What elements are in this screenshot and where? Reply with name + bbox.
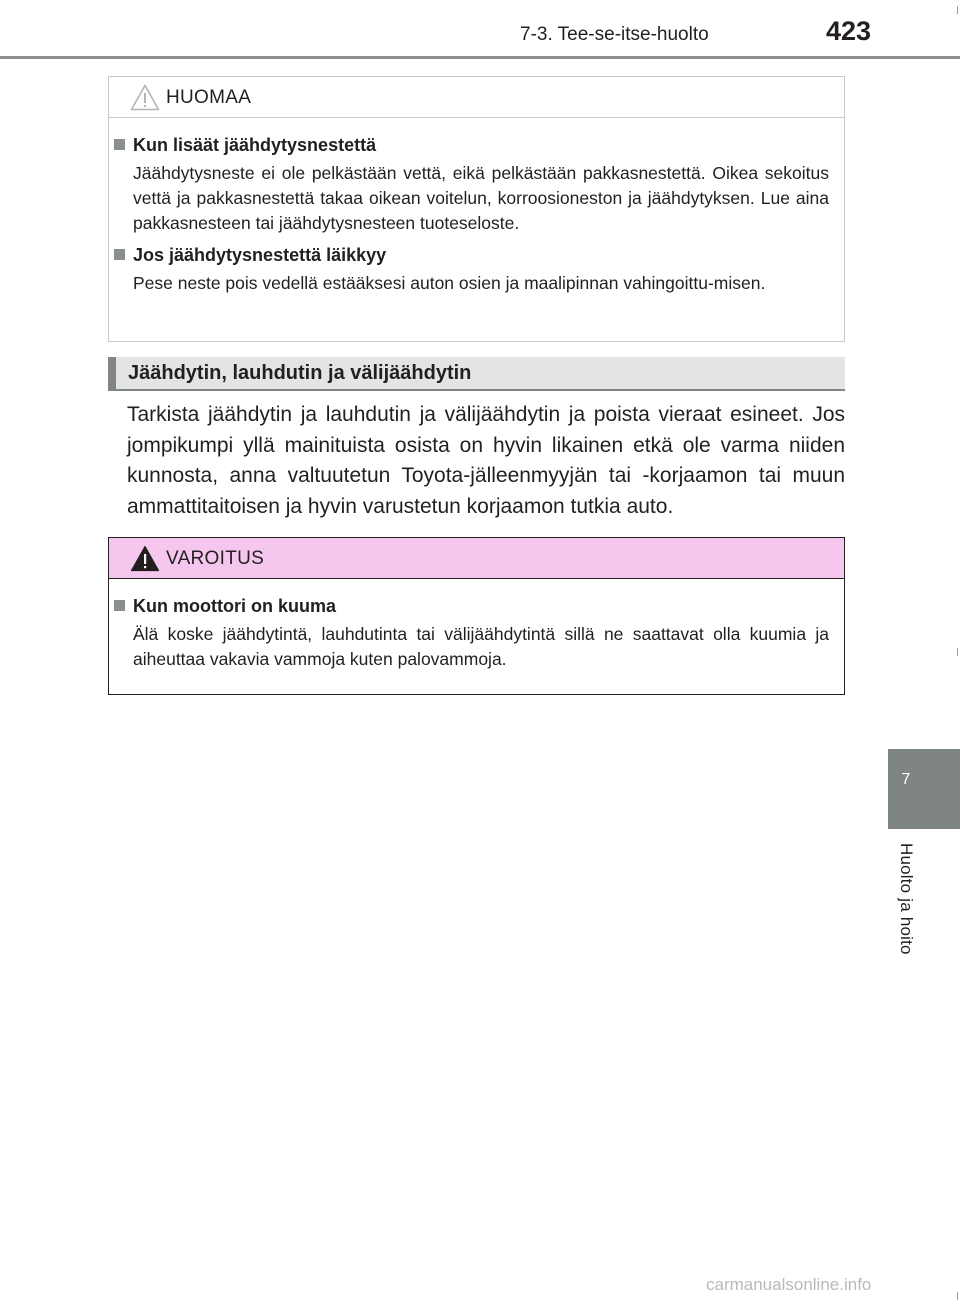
crop-mark — [957, 648, 958, 656]
page-number: 423 — [826, 16, 872, 46]
notice-item-body: Jäähdytysneste ei ole pelkästään vettä, eikä pelkästään pakkasnestettä. Oikea sekoitus vettä ja pakkasnestettä takaa oikean voitelun, korroosioneston ja jäähdytyksen. Lue aina pakkasnesteen tai jäähdytysnesteen tuoteseloste. — [133, 163, 829, 233]
square-bullet-icon — [114, 249, 125, 260]
header-rule — [0, 56, 960, 59]
warning-triangle-outline-icon — [130, 84, 160, 116]
notice-item-heading-text: Kun lisäät jäähdytysnestettä — [133, 135, 377, 155]
warning-item-heading-text: Kun moottori on kuuma — [133, 596, 336, 616]
chapter-label: Huolto ja hoito — [897, 843, 916, 955]
notice-item-heading — [114, 245, 386, 266]
notice-box — [108, 76, 845, 342]
square-bullet-icon — [114, 139, 125, 150]
square-bullet-icon — [114, 600, 125, 611]
warning-triangle-filled-icon — [130, 545, 160, 577]
section-heading — [108, 357, 845, 391]
warning-title: VAROITUS — [166, 548, 265, 569]
warning-item-body: Älä koske jäähdytintä, lauhdutinta tai välijäähdytintä sillä ne saattavat olla kuumia ja aiheuttaa vakavia vammoja kuten palovammoja. — [133, 624, 829, 669]
chapter-tab[interactable] — [888, 749, 960, 829]
notice-item-body: Pese neste pois vedellä estääksesi auton osien ja maalipinnan vahingoittu-misen. — [133, 273, 766, 293]
crop-mark — [957, 6, 958, 14]
section-paragraph: Tarkista jäähdytin ja lauhdutin ja välijäähdytin ja poista vieraat esineet. Jos jompikumpi yllä mainituista osista on hyvin likainen etkä ole varma niiden kunnosta, anna valtuutetun Toyota-jälleenmyyjän tai -korjaamon tai muun ammattitaitoisen ja hyvin varustetun korjaamon tutkia auto. — [127, 403, 845, 518]
warning-item-heading — [114, 596, 336, 617]
notice-header — [109, 77, 844, 118]
crop-mark — [957, 1292, 958, 1300]
chapter-number: 7 — [901, 771, 911, 788]
notice-item-heading-text: Jos jäähdytysnestettä läikkyy — [133, 245, 387, 265]
notice-title: HUOMAA — [166, 87, 252, 108]
section-title: Jäähdytin, lauhdutin ja välijäähdytin — [128, 362, 472, 384]
notice-item-heading — [114, 135, 376, 156]
section-heading-bar — [108, 357, 116, 389]
warning-header — [109, 538, 844, 579]
header-section-title: 7-3. Tee-se-itse-huolto — [520, 24, 709, 45]
warning-box — [108, 537, 845, 695]
watermark: carmanualsonline.info — [706, 1275, 872, 1294]
